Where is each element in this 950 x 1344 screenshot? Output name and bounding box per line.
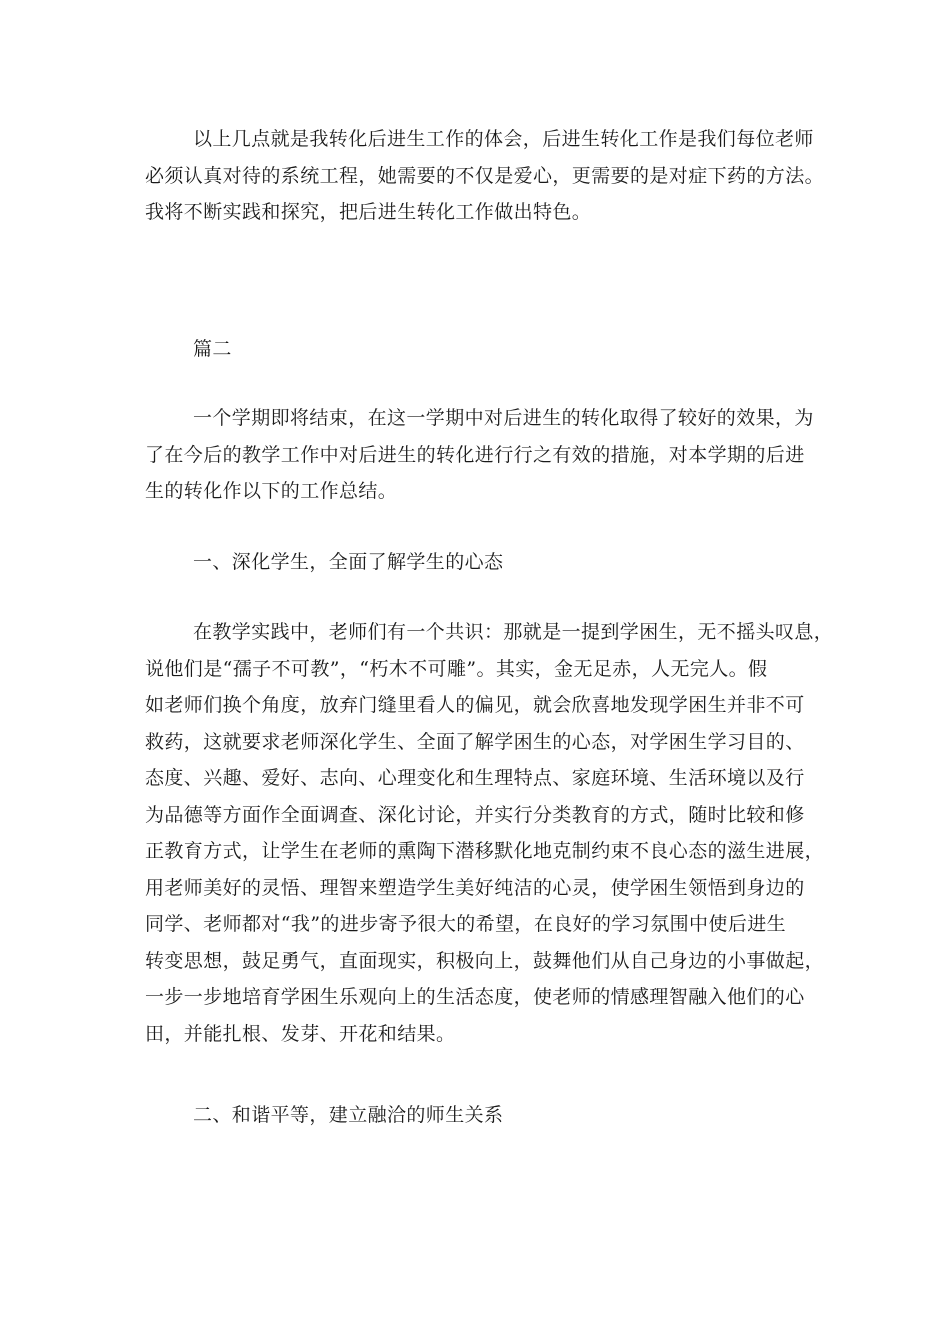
heading-two — [145, 1097, 815, 1134]
text-line: 转变思想，鼓足勇气，直面现实，积极向上，鼓舞他们从自己身边的小事做起， — [145, 949, 825, 972]
text-line: 用老师美好的灵悟、理智来塑造学生美好纯洁的心灵，使学困生领悟到身边的 — [145, 876, 805, 899]
heading-one-text: 一、深化学生，全面了解学生的心态 — [193, 551, 504, 573]
text-line: 救药，这就要求老师深化学生、全面了解学困生的心态，对学困生学习目的、 — [145, 730, 805, 753]
intro-paragraph — [145, 400, 815, 510]
text-line: 一个学期即将结束，在这一学期中对后进生的转化取得了较好的效果，为 — [193, 407, 814, 429]
text-line: 说他们是“孺子不可教”，“朽木不可雕”。其实，金无足赤，人无完人。假 — [145, 657, 768, 680]
text-line: 了在今后的教学工作中对后进生的转化进行行之有效的措施，对本学期的后进 — [145, 443, 805, 466]
text-line: 以上几点就是我转化后进生工作的体会，后进生转化工作是我们每位老师 — [193, 128, 814, 150]
body-paragraph — [145, 614, 834, 1052]
text-line: 生的转化作以下的工作总结。 — [145, 480, 398, 502]
closing-paragraph — [145, 121, 825, 231]
section-label — [145, 331, 815, 368]
text-line: 为品德等方面作全面调查、深化讨论，并实行分类教育的方式，随时比较和修 — [145, 803, 805, 826]
heading-two-text: 二、和谐平等，建立融洽的师生关系 — [193, 1104, 504, 1126]
text-line: 同学、老师都对“我”的进步寄予很大的希望，在良好的学习氛围中使后进生 — [145, 913, 787, 935]
text-line: 在教学实践中，老师们有一个共识：那就是一提到学困生，无不摇头叹息， — [193, 621, 834, 643]
text-line: 我将不断实践和探究，把后进生转化工作做出特色。 — [145, 201, 592, 223]
text-line: 态度、兴趣、爱好、志向、心理变化和生理特点、家庭环境、生活环境以及行 — [145, 767, 805, 789]
text-line: 一步一步地培育学困生乐观向上的生活态度，使老师的情感理智融入他们的心 — [145, 986, 805, 1008]
text-line: 田，并能扎根、发芽、开花和结果。 — [145, 1022, 456, 1045]
text-line: 正教育方式，让学生在老师的熏陶下潜移默化地克制约束不良心态的滋生进展， — [145, 840, 825, 862]
section-label-text: 篇二 — [193, 338, 232, 360]
text-line: 如老师们换个角度，放弃门缝里看人的偏见，就会欣喜地发现学困生并非不可 — [145, 694, 805, 716]
text-line: 必须认真对待的系统工程，她需要的不仅是爱心，更需要的是对症下药的方法。 — [145, 164, 825, 187]
heading-one — [145, 544, 815, 581]
